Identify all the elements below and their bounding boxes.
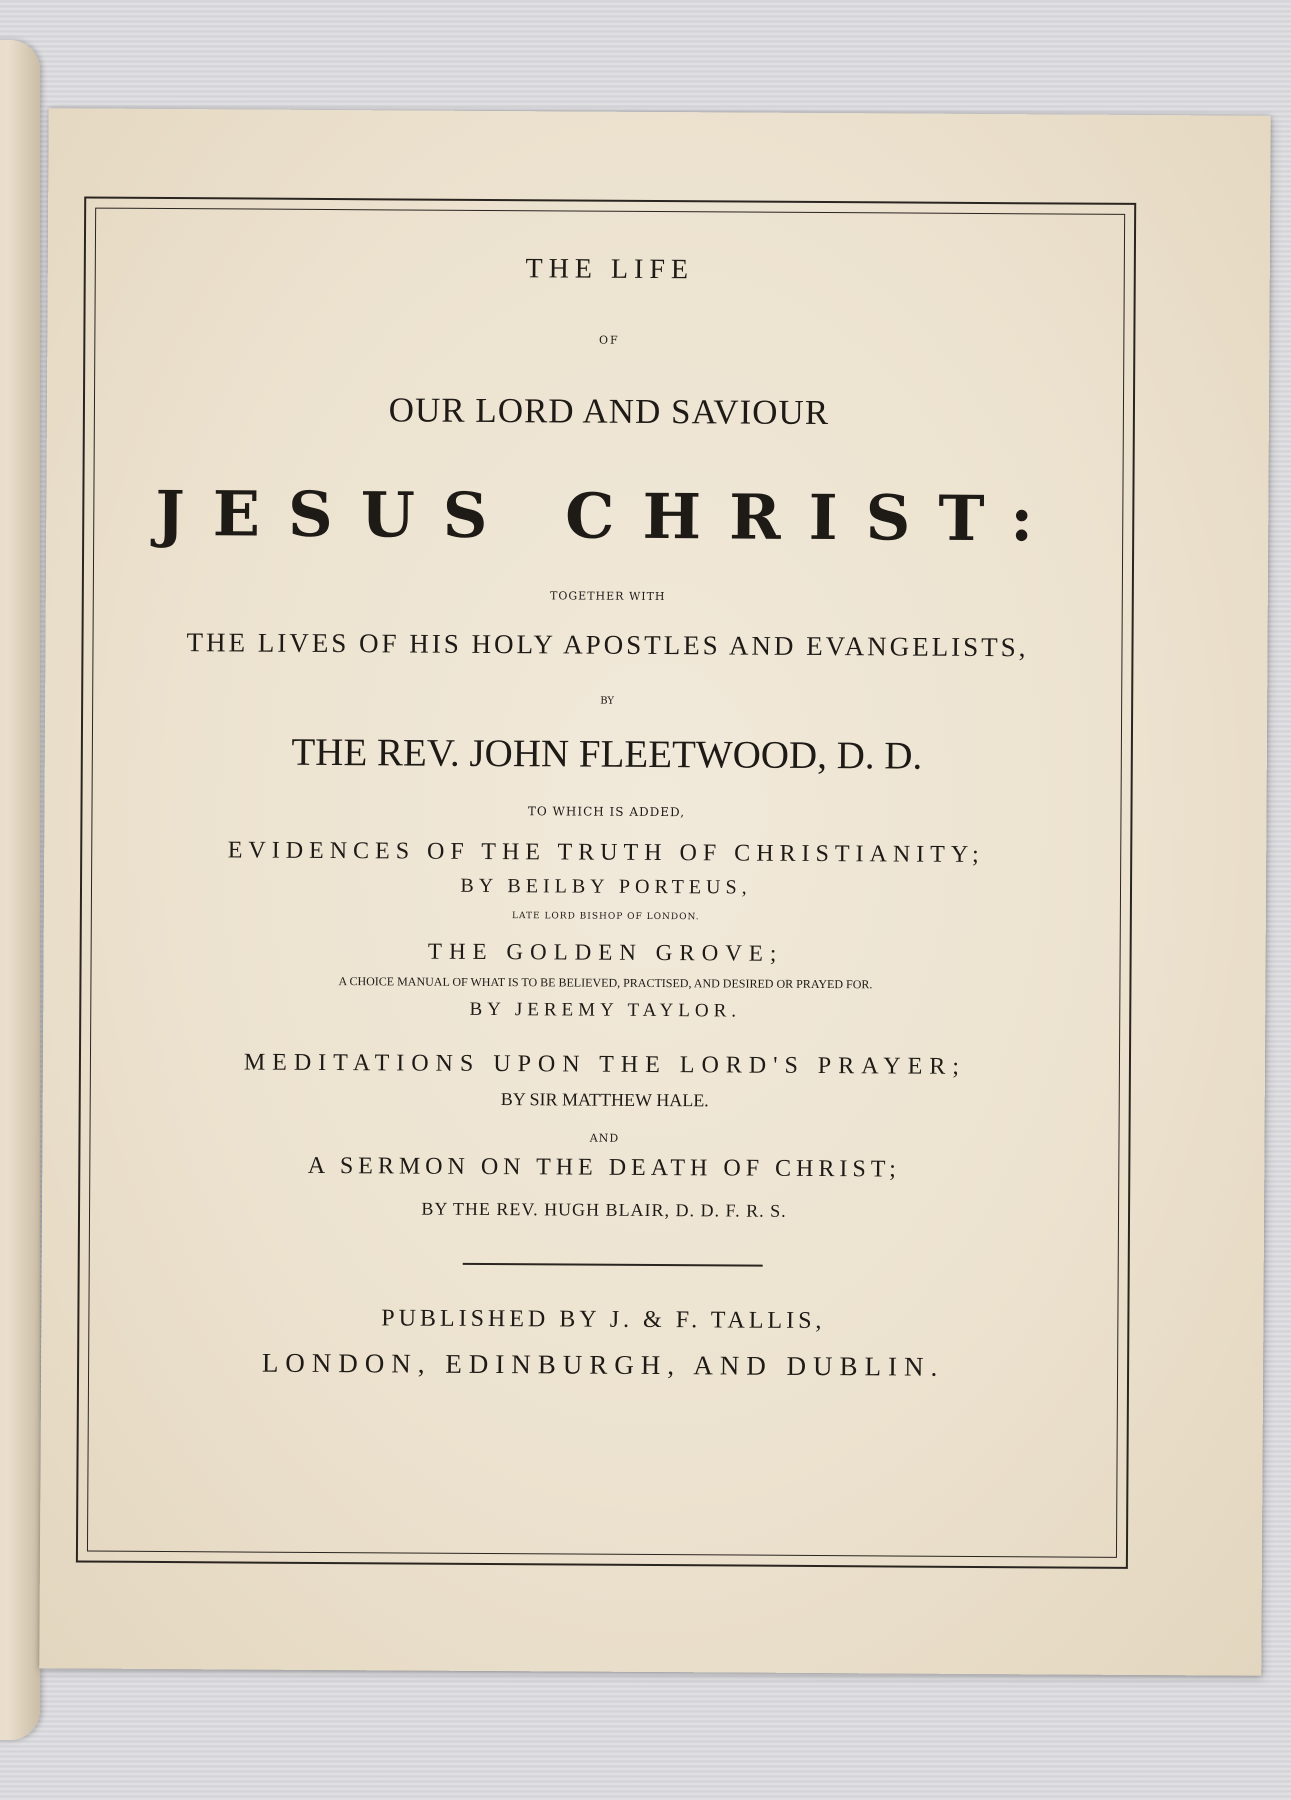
work-meditations: MEDITATIONS UPON THE LORD'S PRAYER;: [243, 1049, 967, 1080]
work-sermon: A SERMON ON THE DEATH OF CHRIST;: [307, 1152, 901, 1183]
and-label: AND: [589, 1131, 620, 1145]
together-with: TOGETHER WITH: [550, 589, 666, 604]
golden-grove-description: A CHOICE MANUAL OF WHAT IS TO BE BELIEVED, PRACTISED, AND DESIRED OR PRAYED FOR.: [338, 974, 873, 992]
title-page-content: [78, 199, 1134, 1567]
work-evidences: EVIDENCES OF THE TRUTH OF CHRISTIANITY;: [227, 837, 985, 869]
publisher: PUBLISHED BY J. & F. TALLIS,: [381, 1305, 826, 1335]
work-golden-grove: THE GOLDEN GROVE;: [427, 938, 784, 966]
author-hale: BY SIR MATTHEW HALE.: [500, 1089, 709, 1111]
main-title: JESUS CHRIST:: [155, 476, 1062, 556]
publisher-cities: LONDON, EDINBURGH, AND DUBLIN.: [261, 1347, 945, 1382]
author-name: THE REV. JOHN FLEETWOOD, D. D.: [291, 730, 923, 778]
divider-rule: [463, 1263, 763, 1267]
author-blair: BY THE REV. HUGH BLAIR, D. D. F. R. S.: [421, 1198, 787, 1221]
left-page-edge: [0, 40, 40, 1740]
title-page: [39, 108, 1271, 1675]
by-label: BY: [600, 695, 615, 707]
author-porteus: BY BEILBY PORTEUS,: [460, 874, 752, 899]
heading-of: OF: [599, 333, 620, 347]
heading-the-life: THE LIFE: [525, 253, 695, 286]
subtitle-lives: THE LIVES OF HIS HOLY APOSTLES AND EVANGELISTS,: [186, 627, 1029, 663]
border-frame-outer: [76, 197, 1136, 1569]
to-which-added: TO WHICH IS ADDED,: [527, 804, 686, 820]
author-taylor: BY JEREMY TAYLOR.: [469, 998, 742, 1022]
author-porteus-title: LATE LORD BISHOP OF LONDON.: [512, 911, 700, 923]
heading-our-lord: OUR LORD AND SAVIOUR: [388, 390, 830, 433]
